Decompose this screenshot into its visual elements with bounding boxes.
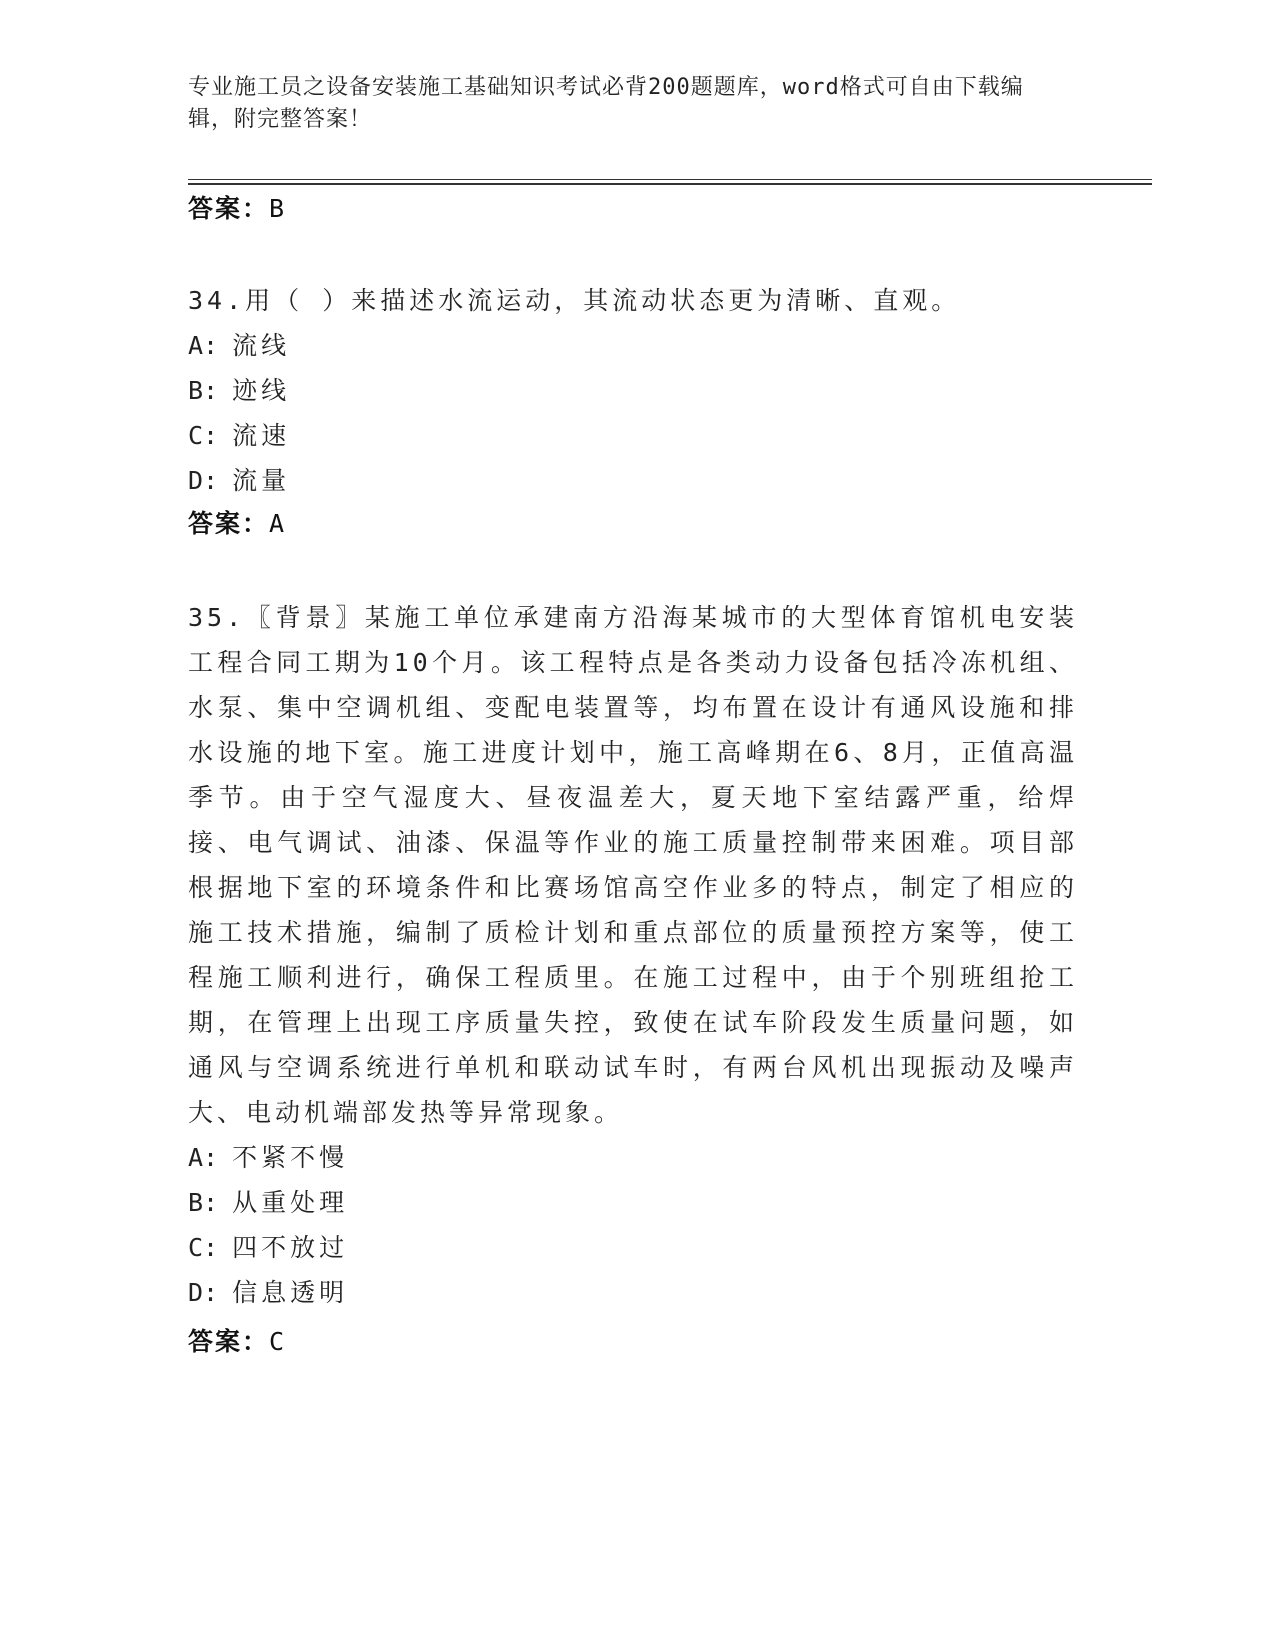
header-divider-thick	[188, 183, 1152, 185]
question-34	[188, 278, 1078, 503]
question-35-option-c: C: 四不放过	[188, 1233, 349, 1262]
document-header: 专业施工员之设备安装施工基础知识考试必背200题题库，word格式可自由下载编辑，附完整答案！	[188, 75, 1024, 132]
question-34-option-a: A: 流线	[188, 331, 291, 360]
question-34-option-b: B: 迹线	[188, 376, 291, 405]
question-34-stem: 34.用（ ）来描述水流运动，其流动状态更为清晰、直观。	[188, 286, 961, 315]
answer-value: B	[269, 194, 287, 223]
answer-value: A	[269, 509, 287, 538]
question-35-option-b: B: 从重处理	[188, 1188, 349, 1217]
question-34-option-d: D: 流量	[188, 466, 291, 495]
question-34-option-c: C: 流速	[188, 421, 291, 450]
header-divider-thin	[188, 179, 1152, 180]
question-35-answer	[188, 1325, 286, 1359]
answer-label: 答案：	[188, 509, 270, 538]
question-35-stem: 35.〖背景〗某施工单位承建南方沿海某城市的大型体育馆机电安装工程合同工期为10个月。该工程特点是各类动力设备包括冷冻机组、水泵、集中空调机组、变配电装置等，均布置在设计有通风设施和排水设施的地下室。施工进度计划中，施工高峰期在6、8月，正值高温季节。由于空气湿度大、昼夜温差大，夏天地下室结露严重，给焊接、电气调试、油漆、保温等作业的施工质量控制带来困难。项目部根据地下室的环境条件和比赛场馆高空作业多的特点，制定了相应的施工技术措施，编制了质检计划和重点部位的质量预控方案等，使工程施工顺利进行，确保工程质里。在施工过程中，由于个别班组抢工期，在管理上出现工序质量失控，致使在试车阶段发生质量问题，如通风与空调系统进行单机和联动试车时，有两台风机出现振动及噪声大、电动机端部发热等异常现象。	[188, 603, 1078, 1127]
answer-label: 答案：	[188, 194, 270, 223]
question-34-answer	[188, 507, 286, 541]
question-35-option-a: A: 不紧不慢	[188, 1143, 349, 1172]
answer-label: 答案：	[188, 1327, 270, 1356]
answer-value: C	[269, 1327, 287, 1356]
previous-answer	[188, 192, 286, 226]
question-35	[188, 595, 1078, 1315]
question-35-option-d: D: 信息透明	[188, 1278, 349, 1307]
